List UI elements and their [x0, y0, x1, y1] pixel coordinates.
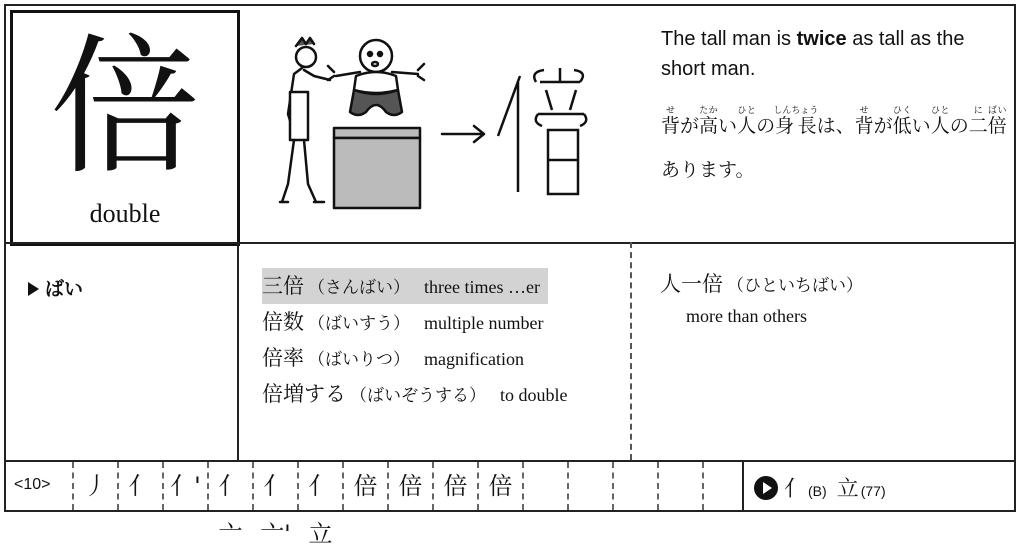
text-segment: が: [680, 115, 700, 137]
stroke-cell: 倍: [432, 462, 477, 510]
divider-left: [237, 242, 239, 460]
vocab-reading: （ばいすう）: [308, 314, 410, 334]
stroke-cell: 倍: [477, 462, 522, 510]
reading-text: ばい: [45, 278, 84, 300]
stroke-cell: 丿: [72, 462, 117, 510]
illustration-svg: [242, 10, 646, 246]
vocab-meaning: to double: [500, 385, 568, 405]
stroke-cell: [702, 462, 747, 510]
text-segment: の: [756, 115, 776, 137]
radical-line: [754, 472, 896, 503]
stroke-cell: [657, 462, 702, 510]
vocab-reading: （さんばい）: [308, 278, 410, 298]
stroke-order: [10, 462, 750, 548]
play-icon: [754, 476, 778, 500]
stroke-cell: 亻: [117, 462, 162, 510]
radical-part2-ref: (77): [860, 483, 886, 499]
divider-radicals: [742, 462, 744, 510]
text-segment: の: [949, 115, 969, 137]
radical-part1-ref: (B): [808, 483, 827, 499]
ruby-segment: 倍ばい: [987, 106, 1007, 137]
vocab-item: [262, 376, 568, 412]
stroke-count: <10>: [14, 476, 51, 493]
stroke-cell: [567, 462, 612, 510]
explanation: [661, 24, 1011, 192]
reading: [28, 274, 83, 301]
vocab-word: 倍数: [262, 310, 304, 334]
vocab-word: 倍増する: [262, 382, 346, 406]
stroke-cell: 亻立: [297, 462, 342, 510]
stroke-cell: 亻亠': [252, 462, 297, 510]
ruby-segment: 背せ: [854, 106, 874, 137]
radical-part2: 立: [836, 477, 859, 502]
divider-top: [6, 242, 1014, 244]
vocab-meaning: three times …er: [424, 277, 540, 297]
stroke-cell: 倍: [342, 462, 387, 510]
vocab-list: [262, 268, 568, 412]
text-segment: は、: [816, 115, 855, 137]
ruby-segment: 人ひと: [930, 106, 950, 137]
vocab-word: 三倍: [262, 274, 304, 298]
ruby-segment: 二に: [968, 106, 988, 137]
stroke-cell: [522, 462, 567, 510]
ruby-segment: 身長しんちょう: [773, 106, 819, 137]
explanation-english: [661, 24, 1011, 84]
text-segment: い: [911, 115, 931, 137]
vocab-meaning: multiple number: [424, 313, 544, 333]
vocab-item: [262, 304, 568, 340]
text-segment: が: [873, 115, 893, 137]
stroke-cell: 倍: [387, 462, 432, 510]
text-segment: あります。: [661, 159, 755, 181]
stroke-cell: 亻亠: [207, 462, 252, 510]
vocab-reading: （ばいりつ）: [308, 350, 410, 370]
ruby-segment: 背せ: [661, 106, 681, 137]
side-vocab-meaning: more than others: [686, 306, 807, 326]
vocab-reading: （ばいぞうする）: [350, 386, 486, 406]
stroke-cell: [612, 462, 657, 510]
divider-dashed: [630, 242, 632, 460]
explanation-en-bold: twice: [796, 28, 847, 50]
text-segment: い: [718, 115, 738, 137]
explanation-en-prefix: The tall man is: [661, 28, 797, 50]
radical-info: [746, 462, 1016, 510]
vocab-item: [262, 340, 568, 376]
kanji-card: [4, 4, 1016, 548]
side-vocab-word: 人一倍: [660, 272, 723, 296]
side-vocab: [660, 268, 863, 327]
ruby-segment: 高たか: [699, 106, 719, 137]
side-vocab-reading: （ひといちばい）: [727, 276, 863, 296]
ruby-segment: 人ひと: [737, 106, 757, 137]
stroke-cell: 亻': [162, 462, 207, 510]
kanji-character: 倍: [49, 21, 200, 195]
radical-part1: 亻: [784, 477, 807, 502]
explanation-japanese: [661, 104, 1011, 192]
vocab-meaning: magnification: [424, 349, 524, 369]
pointer-icon: [28, 282, 39, 296]
illustration: [242, 10, 646, 246]
explanation-en-suffix: as tall as the short man.: [661, 28, 965, 80]
vocab-item: [262, 268, 548, 304]
kanji-meaning: double: [89, 199, 161, 228]
vocab-word: 倍率: [262, 346, 304, 370]
kanji-box: [10, 10, 240, 246]
ruby-segment: 低ひく: [892, 106, 912, 137]
